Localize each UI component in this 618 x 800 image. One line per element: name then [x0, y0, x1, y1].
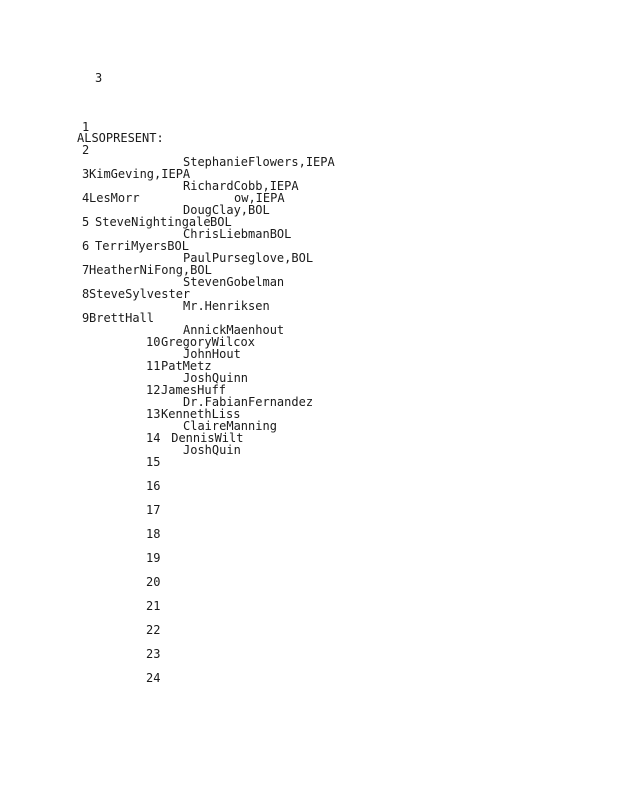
attendee-name: LesMorr [89, 191, 140, 205]
line-number-19: 19 [146, 551, 161, 565]
line-number-20: 20 [146, 575, 161, 589]
attendee-name-right: Dr.FabianFernandez [183, 395, 314, 409]
attendee-name-right: DougClay,BOL [183, 203, 270, 217]
line-number-5: 5 [82, 215, 90, 229]
attendee-name: HeatherNiFong,BOL [89, 263, 212, 277]
attendee-name: PatMetz [161, 359, 212, 373]
line-number-2: 2 [82, 143, 90, 157]
attendee-name: BrettHall [89, 311, 155, 325]
attendee-name-right: JoshQuin [183, 443, 241, 457]
attendee-name: GregoryWilcox [161, 335, 255, 349]
attendee-name-right: Mr.Henriksen [183, 299, 270, 313]
attendee-name: JamesHuff [161, 383, 227, 397]
attendee-name-fragment: ow,IEPA [234, 191, 285, 205]
line-number-23: 23 [146, 647, 161, 661]
line-number-4: 4 [82, 191, 90, 205]
attendee-name: KennethLiss [161, 407, 241, 421]
attendee-name-right: AnnickMaenhout [183, 323, 285, 337]
line-number-21: 21 [146, 599, 161, 613]
attendee-name: SteveSylvester [89, 287, 191, 301]
line-number-17: 17 [146, 503, 161, 517]
attendee-name-fragment: BOL [210, 215, 232, 229]
line-number-13: 13 [146, 407, 161, 421]
line-number-12: 12 [146, 383, 161, 397]
attendee-name: KimGeving,IEPA [89, 167, 191, 181]
line-number-24: 24 [146, 671, 161, 685]
line-number-16: 16 [146, 479, 161, 493]
line-number-1: 1 [82, 120, 90, 134]
line-number-9: 9 [82, 311, 90, 325]
attendee-name-right: ClaireManning [183, 419, 277, 433]
line-number-10: 10 [146, 335, 161, 349]
line-number-7: 7 [82, 263, 90, 277]
attendee-name-right: StephanieFlowers,IEPA [183, 155, 335, 169]
line-number-6: 6 [82, 239, 90, 253]
attendee-name: DennisWilt [164, 431, 244, 445]
line-number-14: 14 [146, 431, 161, 445]
line-number-18: 18 [146, 527, 161, 541]
attendee-name-right: ChrisLiebmanBOL [183, 227, 292, 241]
attendee-name-right: StevenGobelman [183, 275, 285, 289]
line-number-15: 15 [146, 455, 161, 469]
attendee-name-right: PaulPurseglove,BOL [183, 251, 314, 265]
also-present-heading: ALSOPRESENT: [77, 131, 164, 145]
attendee-name-right: RichardCobb,IEPA [183, 179, 299, 193]
line-number-8: 8 [82, 287, 90, 301]
line-number-22: 22 [146, 623, 161, 637]
attendee-name: TerriMyersBOL [95, 239, 189, 253]
attendee-name-right: JohnHout [183, 347, 241, 361]
line-number-3: 3 [82, 167, 90, 181]
attendee-name: SteveNightingale [95, 215, 211, 229]
page-number: 3 [95, 71, 103, 85]
line-number-11: 11 [146, 359, 161, 373]
attendee-name-right: JoshQuinn [183, 371, 249, 385]
